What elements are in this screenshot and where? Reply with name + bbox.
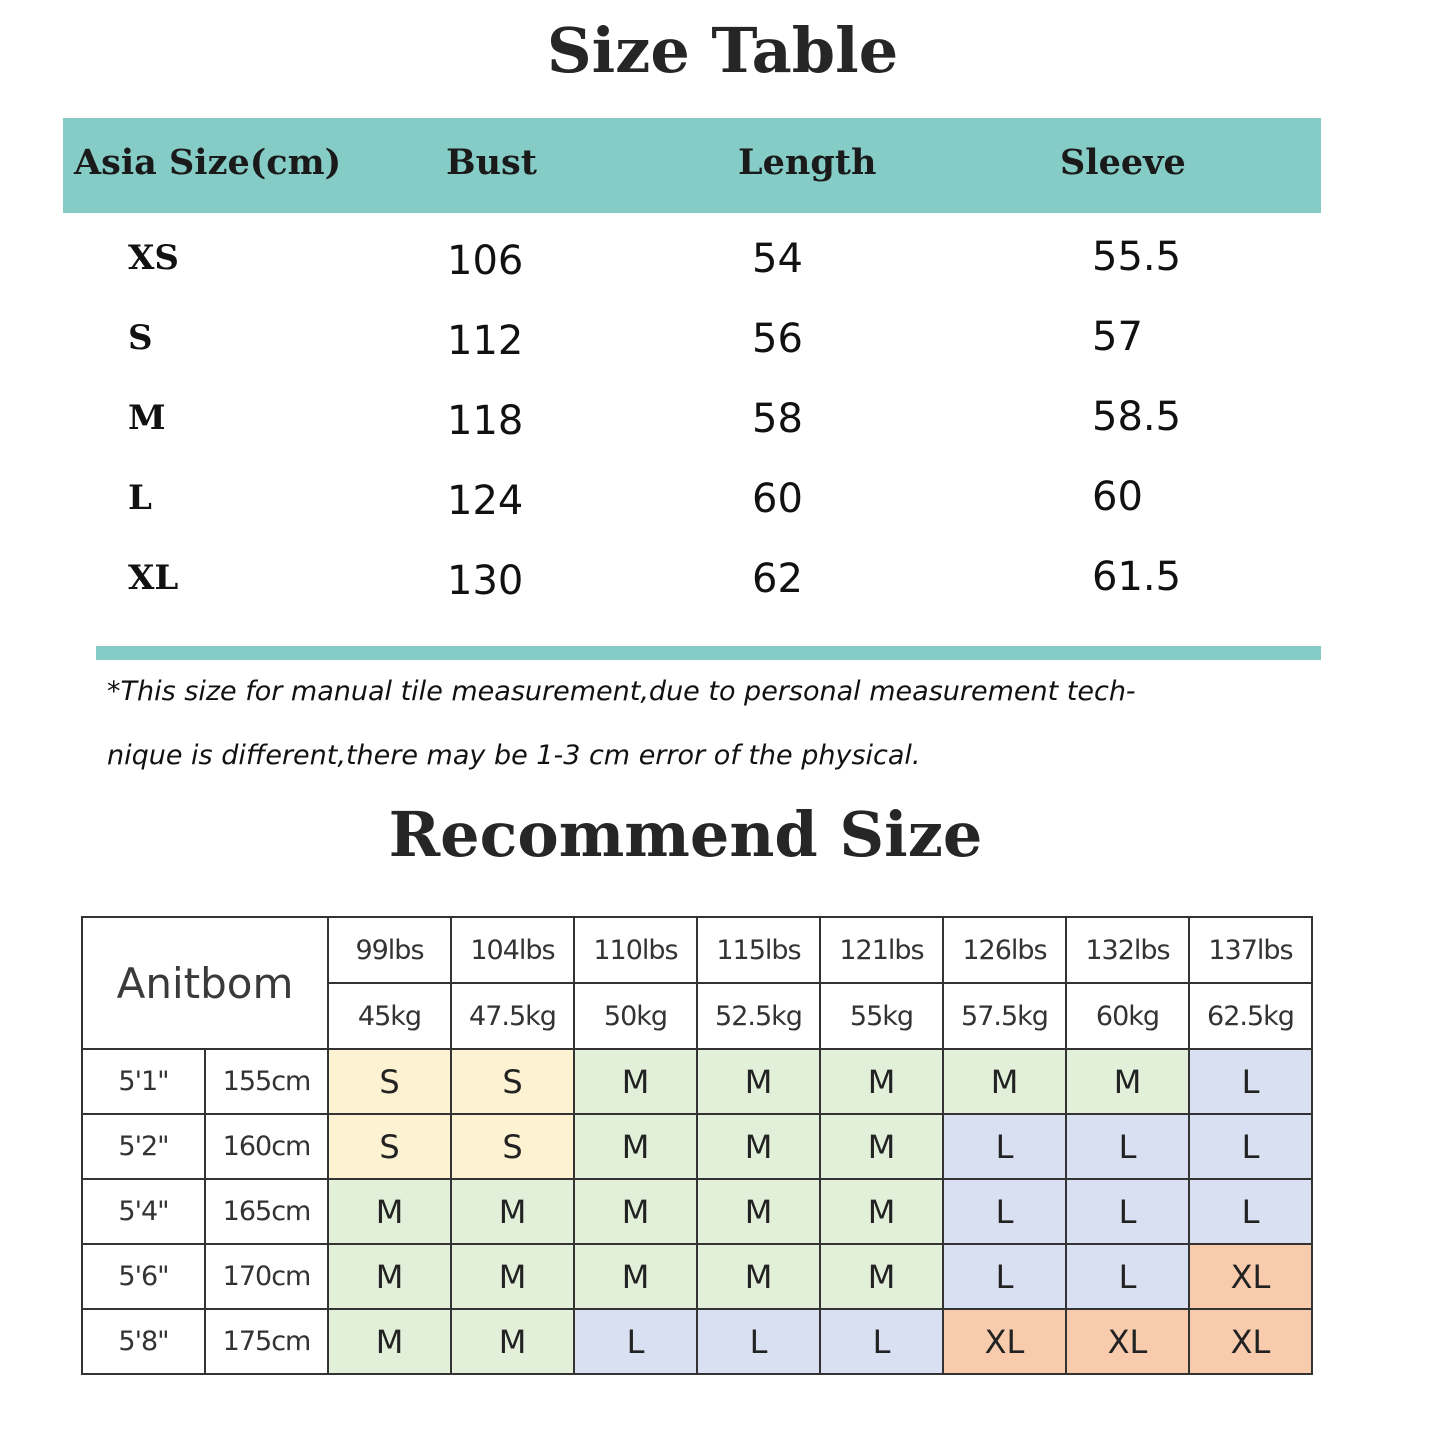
height-ft: 5'2" — [82, 1114, 205, 1179]
height-cm: 160cm — [205, 1114, 328, 1179]
recommended-size-cell: L — [1066, 1114, 1189, 1179]
recommended-size-cell: L — [943, 1179, 1066, 1244]
recommend-row — [82, 1114, 1312, 1179]
recommended-size-cell: M — [697, 1244, 820, 1309]
brand-label: Anitbom — [82, 917, 328, 1049]
recommended-size-cell: M — [451, 1309, 574, 1374]
weight-lbs: 126lbs — [943, 917, 1066, 983]
weight-kg: 45kg — [328, 983, 451, 1049]
bust-value: 124 — [447, 478, 524, 524]
recommended-size-cell: XL — [1189, 1309, 1312, 1374]
measurement-note-line1: *This size for manual tile measurement,due to personal measurement tech- — [107, 676, 1136, 707]
weight-lbs: 110lbs — [574, 917, 697, 983]
height-cm: 170cm — [205, 1244, 328, 1309]
header-asia-size: Asia Size(cm) — [74, 142, 342, 183]
size-label: L — [128, 478, 152, 518]
recommended-size-cell: M — [451, 1179, 574, 1244]
recommended-size-cell: L — [1066, 1244, 1189, 1309]
recommended-size-cell: M — [574, 1114, 697, 1179]
recommended-size-cell: M — [328, 1244, 451, 1309]
size-label: S — [128, 318, 153, 358]
recommended-size-cell: L — [943, 1114, 1066, 1179]
recommended-size-cell: M — [697, 1114, 820, 1179]
height-cm: 155cm — [205, 1049, 328, 1114]
recommended-size-cell: M — [328, 1309, 451, 1374]
sleeve-value: 55.5 — [1092, 234, 1182, 280]
height-ft: 5'1" — [82, 1049, 205, 1114]
size-label: XS — [128, 238, 179, 278]
bust-value: 106 — [447, 238, 524, 284]
sleeve-value: 61.5 — [1092, 554, 1182, 600]
weight-kg: 55kg — [820, 983, 943, 1049]
recommended-size-cell: XL — [1066, 1309, 1189, 1374]
bust-value: 112 — [447, 318, 524, 364]
sleeve-value: 57 — [1092, 314, 1143, 360]
recommend-size-title: Recommend Size — [388, 798, 983, 871]
weight-lbs: 132lbs — [1066, 917, 1189, 983]
weight-kg: 47.5kg — [451, 983, 574, 1049]
length-value: 62 — [752, 556, 803, 602]
bust-value: 130 — [447, 558, 524, 604]
recommended-size-cell: M — [943, 1049, 1066, 1114]
recommended-size-cell: S — [328, 1049, 451, 1114]
weight-kg: 50kg — [574, 983, 697, 1049]
recommended-size-cell: L — [1189, 1179, 1312, 1244]
recommended-size-cell: L — [1189, 1114, 1312, 1179]
sleeve-value: 60 — [1092, 474, 1143, 520]
recommended-size-cell: M — [1066, 1049, 1189, 1114]
bust-value: 118 — [447, 398, 524, 444]
recommended-size-cell: S — [328, 1114, 451, 1179]
header-sleeve: Sleeve — [1060, 142, 1186, 183]
recommended-size-cell: L — [1066, 1179, 1189, 1244]
length-value: 58 — [752, 396, 803, 442]
weight-kg: 57.5kg — [943, 983, 1066, 1049]
recommended-size-cell: L — [697, 1309, 820, 1374]
recommended-size-cell: M — [451, 1244, 574, 1309]
length-value: 56 — [752, 316, 803, 362]
recommended-size-cell: M — [820, 1114, 943, 1179]
recommended-size-cell: XL — [1189, 1244, 1312, 1309]
recommended-size-cell: XL — [943, 1309, 1066, 1374]
length-value: 60 — [752, 476, 803, 522]
size-table-title: Size Table — [546, 14, 899, 87]
weight-lbs: 99lbs — [328, 917, 451, 983]
header-length: Length — [738, 142, 877, 183]
recommended-size-cell: M — [820, 1244, 943, 1309]
recommended-size-cell: M — [328, 1179, 451, 1244]
weight-kg: 60kg — [1066, 983, 1189, 1049]
recommend-row — [82, 1179, 1312, 1244]
weight-lbs: 121lbs — [820, 917, 943, 983]
recommended-size-cell: L — [943, 1244, 1066, 1309]
weight-lbs: 137lbs — [1189, 917, 1312, 983]
height-ft: 5'4" — [82, 1179, 205, 1244]
measurement-note-line2: nique is different,there may be 1-3 cm error of the physical. — [107, 740, 921, 771]
recommended-size-cell: M — [697, 1179, 820, 1244]
header-bust: Bust — [446, 142, 537, 183]
size-label: M — [128, 398, 166, 438]
length-value: 54 — [752, 236, 803, 282]
recommend-size-table — [81, 916, 1313, 1375]
height-cm: 165cm — [205, 1179, 328, 1244]
sleeve-value: 58.5 — [1092, 394, 1182, 440]
recommend-row — [82, 1244, 1312, 1309]
height-cm: 175cm — [205, 1309, 328, 1374]
recommended-size-cell: M — [820, 1049, 943, 1114]
height-ft: 5'8" — [82, 1309, 205, 1374]
recommended-size-cell: M — [697, 1049, 820, 1114]
size-label: XL — [128, 558, 179, 598]
height-ft: 5'6" — [82, 1244, 205, 1309]
size-table-bottom-rule — [96, 646, 1321, 660]
recommend-row — [82, 1049, 1312, 1114]
recommended-size-cell: S — [451, 1114, 574, 1179]
weight-lbs: 115lbs — [697, 917, 820, 983]
recommended-size-cell: L — [820, 1309, 943, 1374]
weight-lbs: 104lbs — [451, 917, 574, 983]
recommended-size-cell: S — [451, 1049, 574, 1114]
recommended-size-cell: M — [820, 1179, 943, 1244]
recommended-size-cell: M — [574, 1244, 697, 1309]
recommended-size-cell: L — [1189, 1049, 1312, 1114]
recommended-size-cell: M — [574, 1049, 697, 1114]
recommend-row — [82, 1309, 1312, 1374]
weight-kg: 62.5kg — [1189, 983, 1312, 1049]
recommended-size-cell: L — [574, 1309, 697, 1374]
weight-kg: 52.5kg — [697, 983, 820, 1049]
recommended-size-cell: M — [574, 1179, 697, 1244]
